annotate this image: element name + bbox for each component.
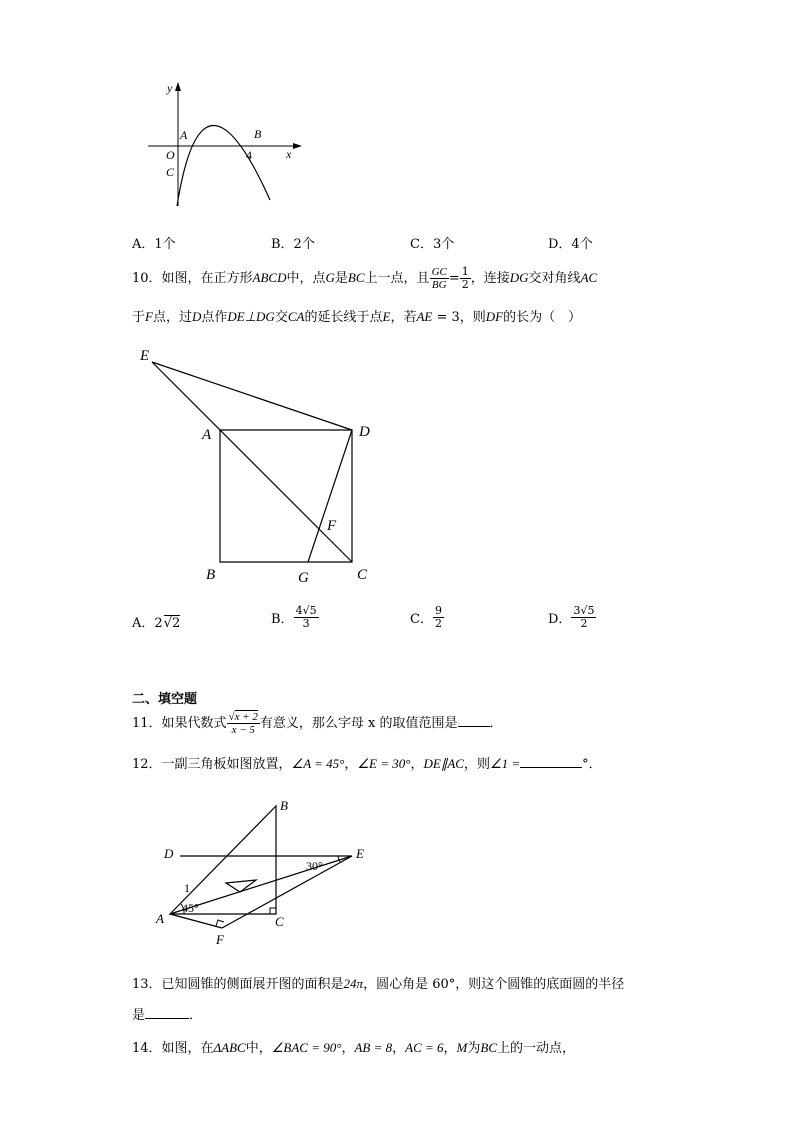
q12-label-f: F	[216, 932, 224, 947]
q10-line-1: 10．如图，在正方形ABCD中，点G是BC上一点，且 $\frac{GC}{BG}$ = $\frac{1}{2}$ ，连接DG交对角线AC	[132, 265, 598, 291]
tick-4-label: 4	[246, 148, 252, 162]
section-title: 二、填空题	[132, 692, 198, 707]
axis-x-label: x	[286, 147, 292, 161]
q12-label-1: 1	[184, 881, 190, 895]
q13-line-2: 是 ．	[132, 1008, 203, 1023]
q12-label-d: D	[164, 846, 174, 861]
q14-line: 14．如图，在ΔABC中，∠BAC = 90°，AB = 8，AC = 6，M为BC上的一动点，	[132, 1040, 576, 1056]
q12-line: 12．一副三角板如图放置，∠A = 45°，∠E = 30°，DE∥AC，则∠1 = °．	[132, 756, 602, 772]
q10-option-d: D． $\frac{3√5}{2}$	[548, 604, 595, 630]
q11-answer-blank[interactable]	[458, 726, 490, 727]
point-b-label: B	[254, 127, 262, 141]
q10-label-b: B	[206, 567, 216, 583]
q9-option-c: C．3个	[410, 237, 455, 252]
q12-label-a: A	[156, 911, 164, 926]
q10-label-c: C	[357, 567, 368, 583]
q12-triangles-figure	[150, 792, 380, 952]
q10-line-2: 于F点，过D点作DE⊥DG交CA的延长线于点E，若AE = 3，则DF的长为（ ）	[132, 309, 582, 325]
point-a-label: A	[180, 128, 188, 142]
origin-label: O	[166, 148, 175, 162]
q12-label-c: C	[275, 914, 284, 929]
q10-option-c: C． $\frac{9}{2}$	[410, 604, 442, 630]
q10-label-d: D	[359, 424, 370, 440]
q10-square-figure	[130, 340, 390, 590]
q13-line-1: 13．已知圆锥的侧面展开图的面积是24π，圆心角是 60°，则这个圆锥的底面圆的半径	[132, 976, 625, 992]
q10-fraction-gc-bg: $\frac{GC}{BG}$	[431, 266, 447, 291]
q11-fraction: $\frac{√x + 2}{x - 5}$	[228, 711, 258, 736]
q10-label-f: F	[327, 518, 337, 534]
q12-label-b: B	[280, 798, 288, 813]
q9-option-a: A．1个	[132, 237, 176, 252]
q9-parabola-graph	[140, 78, 310, 213]
q10-fraction-half: $\frac{1}{2}$	[461, 265, 469, 291]
q12-angle-30: 30°	[306, 859, 323, 873]
point-c-label: C	[166, 165, 175, 179]
q13-answer-blank[interactable]	[145, 1018, 189, 1019]
q9-option-b: B．2个	[271, 237, 315, 252]
q12-answer-blank[interactable]	[520, 767, 582, 768]
q10-option-b: B． $\frac{4√5}{3}$	[271, 604, 317, 630]
q12-label-e: E	[356, 846, 364, 861]
q10-option-a: A．2√2	[132, 616, 181, 631]
q9-option-d: D．4个	[548, 237, 593, 252]
q11-line: 11．如果代数式 $\frac{√x + 2}{x - 5}$ 有意义，那么字母 x 的取值范围是 ．	[132, 711, 503, 736]
q12-angle-45: 45°	[182, 901, 199, 915]
q10-label-a: A	[202, 427, 212, 443]
q10-label-g: G	[298, 570, 309, 586]
axis-y-label: y	[167, 81, 173, 95]
q10-label-e: E	[140, 348, 150, 364]
